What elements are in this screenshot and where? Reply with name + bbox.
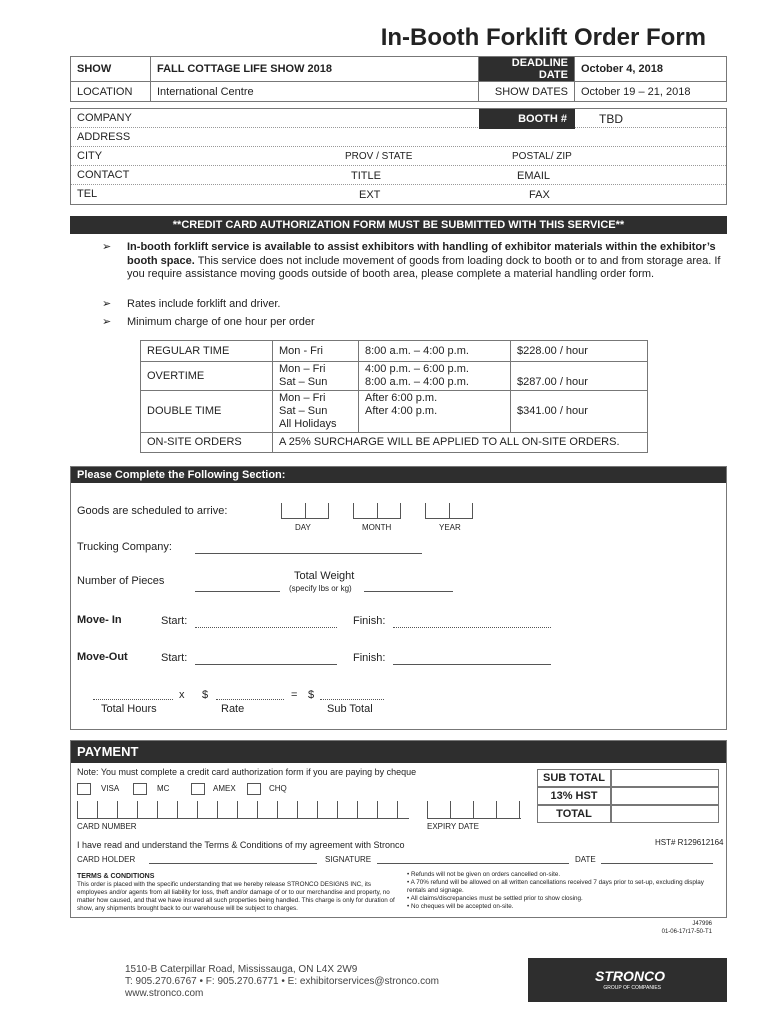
weight-sub-label: (specify lbs or kg) — [289, 584, 352, 593]
chq-checkbox[interactable] — [247, 783, 261, 795]
deadline-label: DEADLINE DATE — [479, 57, 575, 82]
show-dates-label: SHOW DATES — [479, 82, 575, 102]
form-code: J47996 — [692, 921, 712, 927]
bullet-1-bold: In-booth forklift service is available to assist exhibitors with handling of exhibitor materials within the exhibitor’s booth space. — [127, 241, 716, 267]
rate-label: Rate — [221, 703, 245, 715]
move-out-finish-label: Finish: — [353, 652, 386, 664]
postal-label: POSTAL/ ZIP — [512, 151, 572, 162]
month-label: MONTH — [362, 523, 392, 532]
pieces-label: Number of Pieces — [77, 575, 165, 587]
company-block — [70, 108, 727, 205]
terms-bullet: • All claims/discrepancies must be settled prior to show closing. — [407, 895, 583, 902]
city-label: CITY — [77, 150, 103, 162]
section-header: Please Complete the Following Section: — [71, 467, 726, 483]
rates-table — [140, 340, 648, 453]
booth-value: TBD — [599, 112, 623, 126]
location-label: LOCATION — [71, 82, 151, 102]
total-hours-label: Total Hours — [101, 703, 157, 715]
logo-text: STRONCO — [595, 968, 665, 984]
card-holder-field[interactable] — [149, 863, 317, 864]
rate-hours: 8:00 a.m. – 4:00 p.m. — [365, 376, 469, 388]
date-field[interactable] — [601, 863, 713, 864]
day-label: DAY — [295, 523, 311, 532]
amex-checkbox[interactable] — [191, 783, 205, 795]
move-in-start-label: Start: — [161, 615, 188, 627]
fax-label: FAX — [529, 189, 550, 201]
pieces-field[interactable] — [195, 591, 280, 592]
move-out-finish-field[interactable] — [393, 664, 551, 665]
footer-website: www.stronco.com — [125, 988, 204, 999]
footer-contact-line: T: 905.270.6767 • F: 905.270.6771 • E: exhibitorservices@stronco.com — [125, 976, 439, 987]
bullet-arrow-icon: ➢ — [102, 241, 112, 253]
page-title: In-Booth Forklift Order Form — [380, 24, 706, 51]
rate-days: Sat – Sun — [279, 376, 328, 388]
bullet-2-text: Rates include forklift and driver. — [127, 298, 281, 310]
year-label: YEAR — [439, 523, 461, 532]
rate-days: Sat – Sun — [279, 405, 328, 417]
footer-address-line: 1510-B Caterpillar Road, Mississauga, ON L4X 2W9 — [125, 964, 358, 975]
terms-bullet: • No cheques will be accepted on-site. — [407, 903, 514, 910]
terms-bullets — [407, 871, 707, 911]
rate-price: $228.00 / hour — [511, 341, 648, 362]
expiry-date-field[interactable] — [427, 799, 521, 819]
expiry-date-label: EXPIRY DATE — [427, 822, 480, 831]
terms-bullet: • Refunds will not be given on orders cancelled on-site. — [407, 871, 561, 878]
rate-price: $287.00 / hour — [511, 362, 648, 391]
weight-label: Total Weight — [294, 570, 355, 582]
rate-hours: After 4:00 p.m. — [365, 405, 438, 417]
address-label: ADDRESS — [77, 131, 131, 143]
rate-price: $341.00 / hour — [511, 391, 648, 433]
card-holder-label: CARD HOLDER — [77, 855, 136, 864]
bullet-3-text: Minimum charge of one hour per order — [127, 316, 315, 328]
form-code: 01-06-17r17-50-T1 — [661, 929, 712, 935]
logo-subtext: GROUP OF COMPANIES — [603, 985, 661, 991]
total-field[interactable] — [611, 805, 719, 823]
subtotal-field[interactable] — [320, 699, 384, 700]
mc-checkbox[interactable] — [133, 783, 147, 795]
booth-label: BOOTH # — [479, 109, 575, 129]
stronco-logo — [528, 958, 727, 1002]
company-row — [71, 109, 726, 128]
hst-label: 13% HST — [537, 787, 611, 805]
show-dates-value: October 19 – 21, 2018 — [575, 82, 727, 102]
form-codes — [662, 920, 712, 936]
credit-card-banner: **CREDIT CARD AUTHORIZATION FORM MUST BE SUBMITTED WITH THIS SERVICE** — [70, 216, 727, 234]
terms-title: TERMS & CONDITIONS — [77, 873, 155, 880]
title-label: TITLE — [351, 170, 381, 182]
onsite-note: A 25% SURCHARGE WILL BE APPLIED TO ALL ON-SITE ORDERS. — [273, 433, 648, 453]
total-hours-field[interactable] — [93, 699, 173, 700]
show-value: FALL COTTAGE LIFE SHOW 2018 — [151, 57, 479, 82]
rate-field[interactable] — [216, 699, 284, 700]
contact-row — [71, 166, 726, 185]
rate-days: Mon – Fri — [279, 363, 326, 375]
rate-days: Mon - Fri — [273, 341, 359, 362]
signature-field[interactable] — [377, 863, 569, 864]
rate-hours: After 6:00 p.m. — [365, 392, 438, 404]
arrive-label: Goods are scheduled to arrive: — [77, 505, 228, 517]
bullet-1 — [102, 241, 742, 297]
visa-label: VISA — [101, 784, 120, 793]
chq-label: CHQ — [269, 784, 287, 793]
move-out-start-field[interactable] — [195, 664, 337, 665]
rate-dollar-sign: $ — [202, 689, 209, 701]
tel-row — [71, 185, 726, 204]
trucking-label: Trucking Company: — [77, 541, 172, 553]
mc-label: MC — [157, 784, 170, 793]
hst-number: HST# R129612164 — [655, 838, 724, 847]
deadline-value: October 4, 2018 — [575, 57, 727, 82]
payment-section — [70, 740, 727, 918]
bullet-arrow-icon: ➢ — [102, 316, 112, 328]
signature-label: SIGNATURE — [325, 855, 372, 864]
sub-total-label: SUB TOTAL — [537, 769, 611, 787]
ext-label: EXT — [359, 189, 381, 201]
rate-hours: 8:00 a.m. – 4:00 p.m. — [359, 341, 511, 362]
year-field[interactable] — [425, 503, 473, 519]
contact-label: CONTACT — [77, 169, 130, 181]
move-in-finish-label: Finish: — [353, 615, 386, 627]
rate-label: ON-SITE ORDERS — [141, 433, 273, 453]
total-label: TOTAL — [537, 805, 611, 823]
location-value: International Centre — [151, 82, 479, 102]
city-row — [71, 147, 726, 166]
multiply-sign: x — [179, 689, 185, 701]
bullet-arrow-icon: ➢ — [102, 298, 112, 310]
agreement-text: I have read and understand the Terms & Conditions of my agreement with Stronco — [77, 840, 405, 850]
email-label: EMAIL — [517, 170, 551, 182]
address-row — [71, 128, 726, 147]
move-out-start-label: Start: — [161, 652, 188, 664]
move-in-finish-field[interactable] — [393, 627, 551, 628]
terms-bullet: • A 70% refund will be allowed on all written cancellations received 7 days prior to set-up, excluding display rentals and signage. — [407, 879, 704, 894]
show-label: SHOW — [71, 57, 151, 82]
rate-label: OVERTIME — [141, 362, 273, 391]
amex-label: AMEX — [213, 784, 236, 793]
date-label: DATE — [575, 855, 596, 864]
company-label: COMPANY — [77, 112, 132, 124]
card-number-label: CARD NUMBER — [77, 822, 137, 831]
rate-days: Mon – Fri — [279, 392, 326, 404]
hst-field[interactable] — [611, 787, 719, 805]
rate-days: All Holidays — [279, 418, 337, 430]
sub-total-field[interactable] — [611, 769, 719, 787]
terms-text: This order is placed with the specific understanding that we hereby release STRONCO DESIGNS INC, its employees and/or agents from all liability for loss, theft and/or damage of or to our merchandise and property, no matter how caused, and that we have insured all such properties being handled. This charge is only for duration of show, any shipments brought back to our warehouse will be subject to charges. — [77, 881, 395, 912]
visa-checkbox[interactable] — [77, 783, 91, 795]
month-field[interactable] — [353, 503, 401, 519]
footer-address — [125, 964, 439, 1000]
move-in-start-field[interactable] — [195, 627, 337, 628]
weight-field[interactable] — [364, 591, 453, 592]
bullet-3 — [102, 316, 742, 330]
bullet-2 — [102, 298, 742, 312]
equals-sign: = — [291, 689, 298, 701]
bullet-1-text: This service does not include movement of goods from loading dock to booth or to and from storage area. If you require assistance moving goods outside of booth area, please complete a material handling order form. — [127, 254, 721, 280]
rate-label: DOUBLE TIME — [141, 391, 273, 433]
rate-hours: 4:00 p.m. – 6:00 p.m. — [365, 363, 469, 375]
prov-label: PROV / STATE — [345, 151, 413, 162]
move-in-label: Move- In — [77, 614, 122, 626]
payment-note: Note: You must complete a credit card authorization form if you are paying by cheque — [77, 767, 417, 777]
show-info-table — [70, 56, 727, 102]
payment-header: PAYMENT — [71, 741, 726, 763]
trucking-field[interactable] — [195, 553, 422, 554]
subtotal-dollar-sign: $ — [308, 689, 315, 701]
card-number-field[interactable] — [77, 799, 409, 819]
move-out-label: Move-Out — [77, 651, 128, 663]
rate-label: REGULAR TIME — [141, 341, 273, 362]
day-field[interactable] — [281, 503, 329, 519]
sub-total-label: Sub Total — [327, 703, 373, 715]
details-section — [70, 466, 727, 730]
tel-label: TEL — [77, 188, 98, 200]
